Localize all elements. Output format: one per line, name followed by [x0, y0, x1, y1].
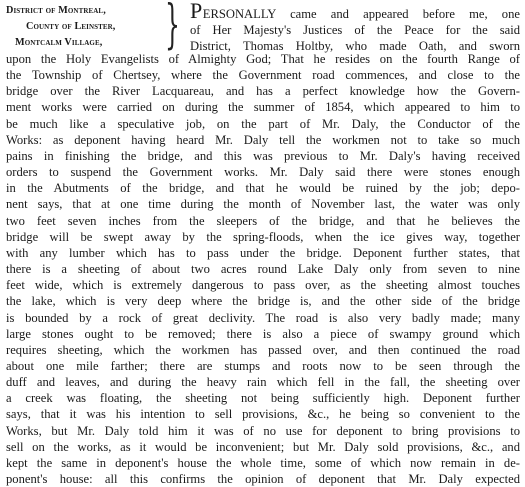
- body-line: kept the same in deponent's house the whole time, some of which now remain in de-: [6, 455, 520, 470]
- body-line: says, that it was his intention to sell provisions, &c., he being so convenient to the: [6, 407, 520, 422]
- body-line: Works: as deponent having heard Mr. Daly tell the workmen not to take so much: [6, 132, 520, 147]
- deposition-body: [6, 51, 520, 487]
- body-line: large stones ought to be removed; there is also a piece of swampy ground which: [6, 326, 520, 341]
- heading-line-1-text: came and appeared before me, one: [275, 7, 520, 21]
- body-line: about one mile farther; there are stumps and roots now to be seen through the: [6, 358, 520, 373]
- body-line: there is a sheeting of about two acres round Lake Daly only from seven to nine: [6, 262, 520, 277]
- body-line: duff and leaves, and during the heavy rain which fell in the fall, the sheeting over: [6, 375, 520, 390]
- body-line: the lake, which is very deep where the bridge is, and the other side of the bridge: [6, 294, 520, 309]
- venue-line-district: District of Montreal,: [6, 5, 106, 16]
- body-line: a creek was floating, the sheeting not being sufficiently high. Deponent further: [6, 391, 520, 406]
- body-line: feet wide, which is extremely dangerous to pass over, as the sheeting almost touches: [6, 278, 520, 293]
- venue-line-county: County of Leinster,: [26, 21, 116, 32]
- body-line: be much like a speculative job, on the part of Mr. Daly, the Conductor of the: [6, 116, 520, 131]
- heading-line-2: of Her Majesty's Justices of the Peace for the said: [190, 23, 520, 37]
- body-line: ment works were carried on during the summer of 1854, which appeared to him to: [6, 100, 520, 115]
- body-line: ponent's house: all this confirms the opinion of deponent that Mr. Daly expected: [6, 472, 520, 487]
- venue-block: [6, 3, 164, 51]
- body-line: Works, but Mr. Daly told him it was of no use for deponent to bring provisions to: [6, 423, 520, 438]
- curly-brace-icon: }: [165, 0, 180, 55]
- body-line: the Township of Chertsey, where the Government road commences, and close to the: [6, 68, 520, 83]
- heading-text: [190, 0, 520, 54]
- deposition-heading: [6, 0, 520, 55]
- body-line: bridge will be swept away by the spring-floods, when the ice gives way, together: [6, 229, 520, 244]
- body-line: bridge over the River Lacquareau, and has a perfect knowledge how the Govern-: [6, 84, 520, 99]
- venue-line-village: Montcalm Village,: [15, 37, 103, 48]
- body-line: orders to suspend the Government works. Mr. Daly said there were stones enough: [6, 165, 520, 180]
- body-line: with any lumber which has to pass under the bridge. Deponent further states, that: [6, 245, 520, 260]
- first-word-rest: ERSONALLY: [202, 7, 276, 21]
- document-page: [6, 0, 520, 487]
- body-line: two feet seven inches from the sleepers of the bridge, and that he believes the: [6, 213, 520, 228]
- heading-line-1: [190, 0, 520, 23]
- body-line: nent says, that at one time during the month of November last, the water was only: [6, 197, 520, 212]
- body-line: pains in finishing the bridge, and this was previous to Mr. Daly's having received: [6, 148, 520, 163]
- body-line: upon the Holy Evangelists of Almighty God; That he resides on the fourth Range of: [6, 52, 520, 66]
- body-line: is bounded by a rock of great declivity. The road is also very badly made; many: [6, 310, 520, 325]
- drop-cap: P: [190, 0, 203, 23]
- body-line: sell on the works, as it would be inconvenient; but Mr. Daly sold provisions, &c., and: [6, 439, 520, 454]
- body-line: in the Abutments of the bridge, and that he would be ruined by the job; depo-: [6, 181, 520, 196]
- heading-line-3: District, Thomas Holtby, who made Oath, and sworn: [190, 39, 520, 53]
- body-line: requires sheeting, which the workmen has passed over, and then continued the road: [6, 342, 520, 357]
